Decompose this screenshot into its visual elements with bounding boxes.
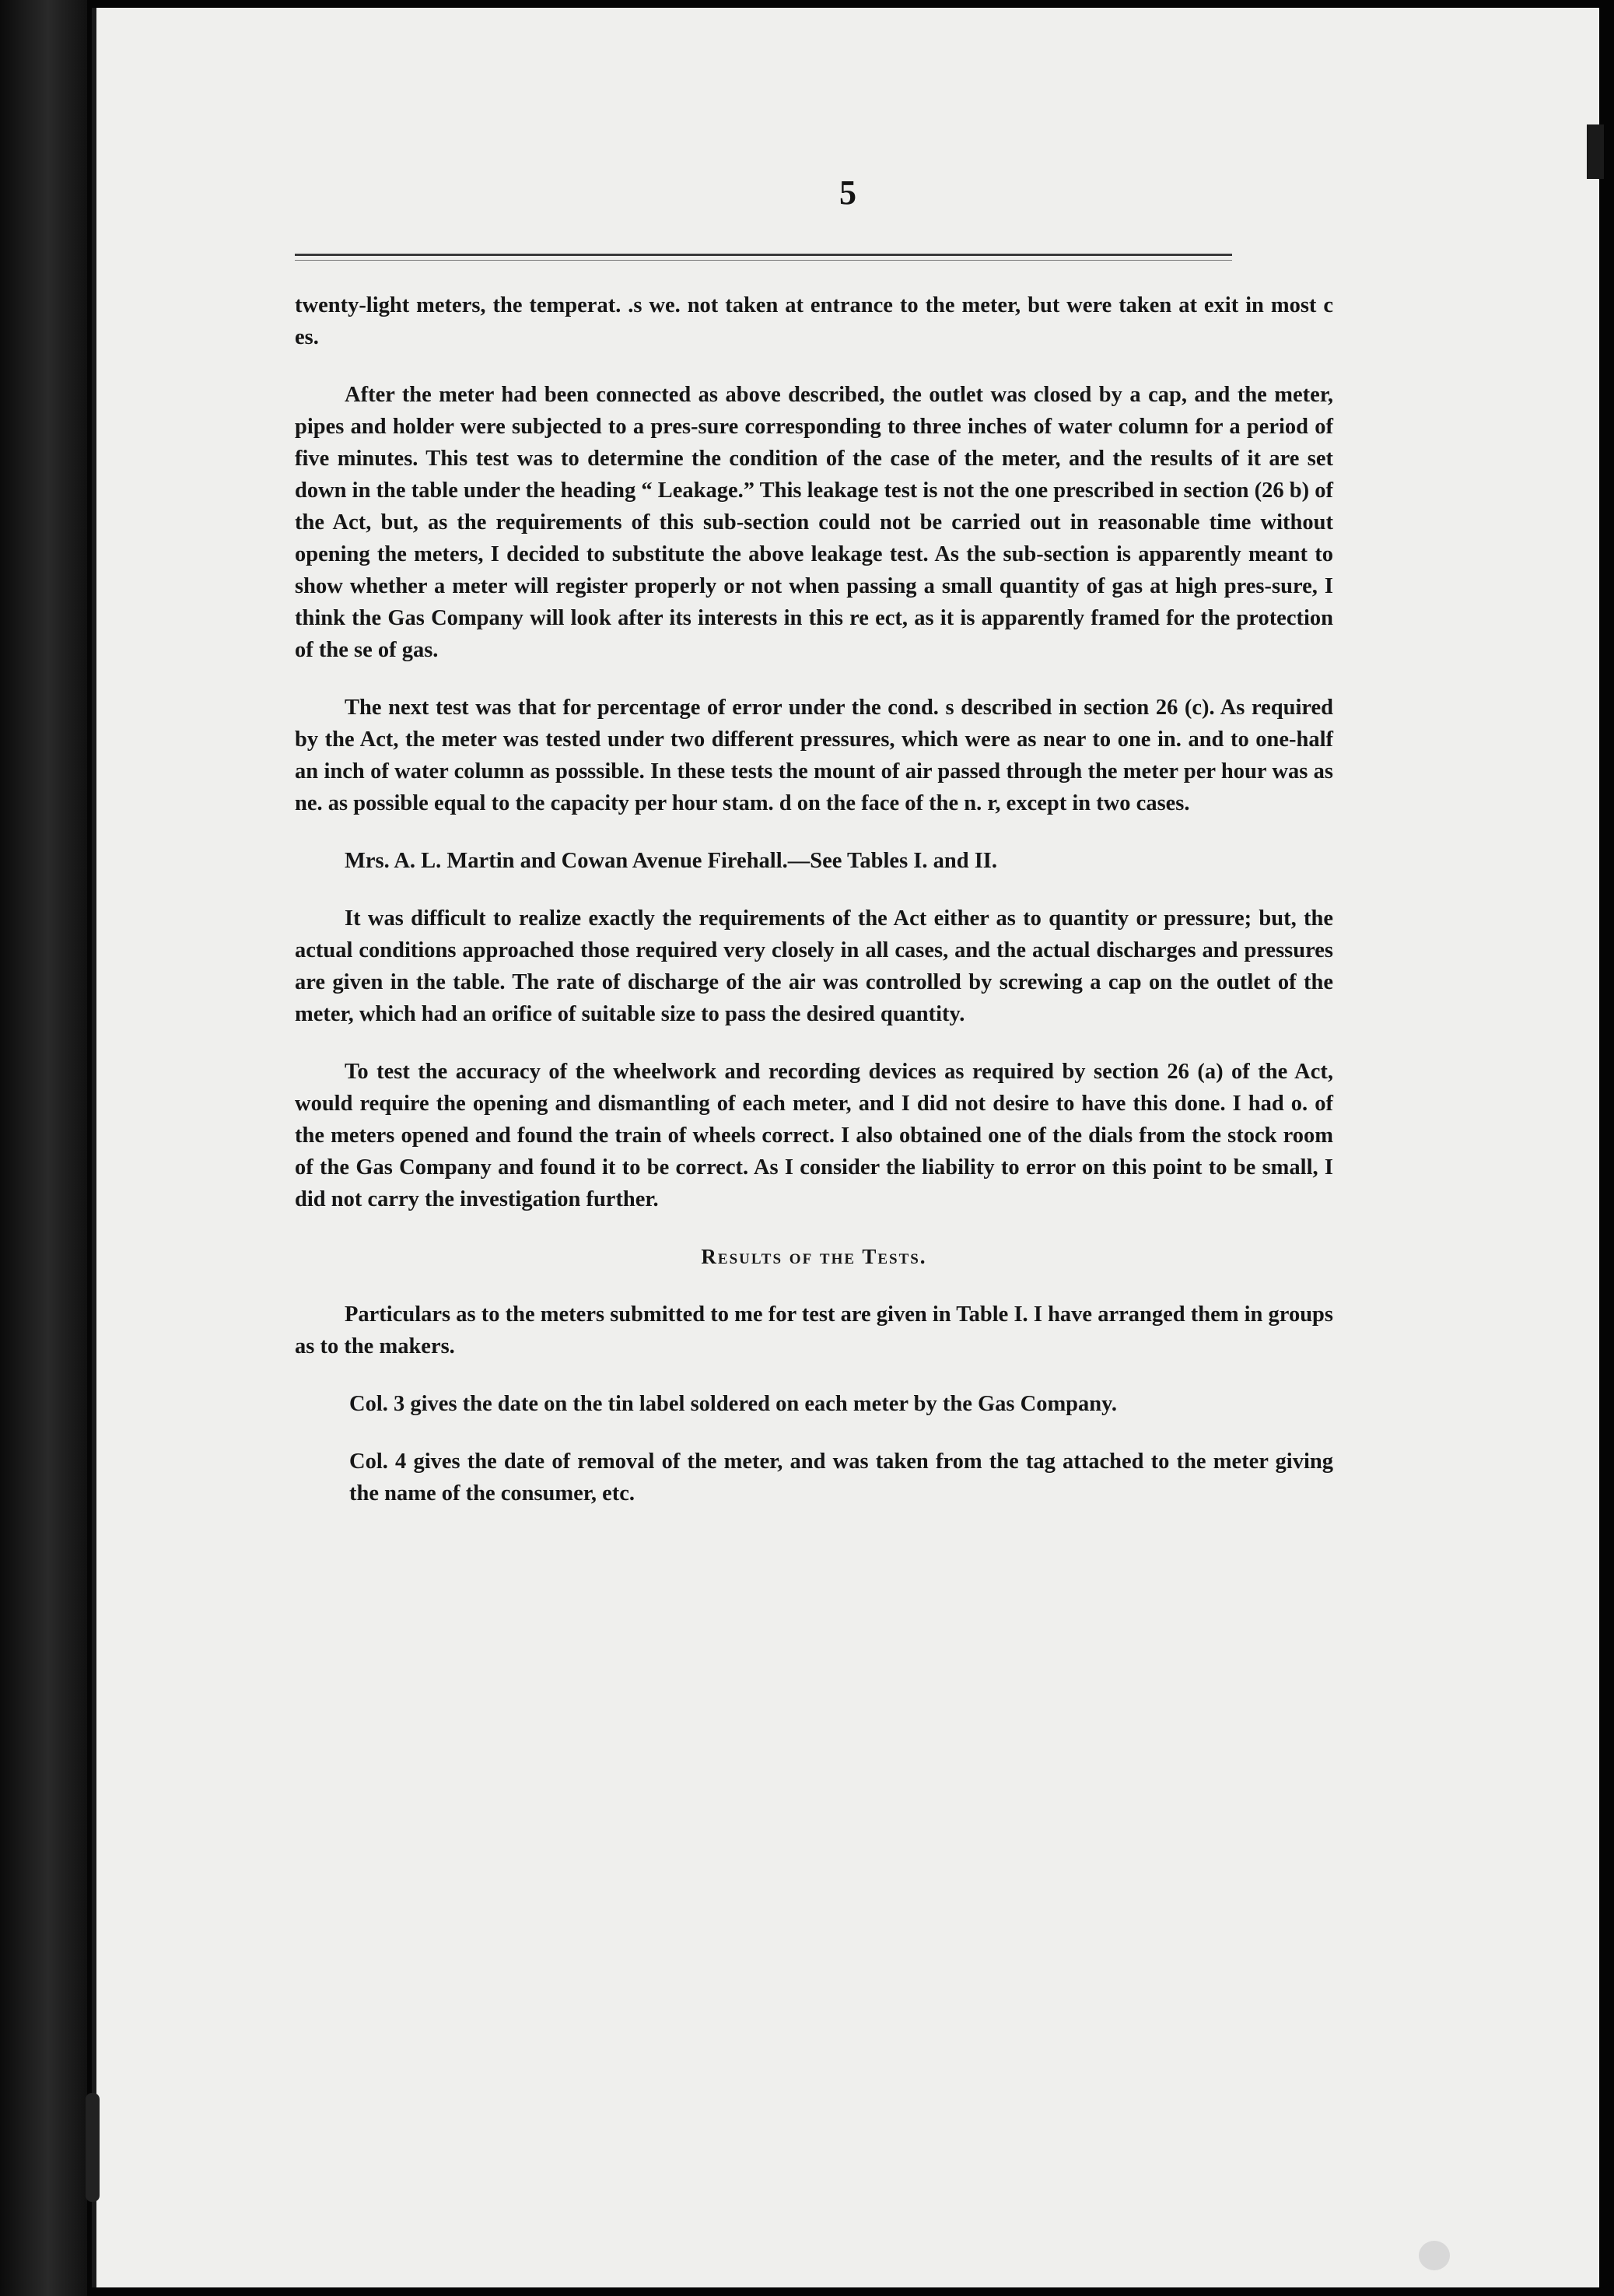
section-heading: Results of the Tests. bbox=[701, 1245, 927, 1268]
paragraph-martin-firehall: Mrs. A. L. Martin and Cowan Avenue Firehall.—See Tables I. and II. bbox=[345, 849, 998, 873]
header-rule-thin bbox=[295, 260, 1232, 261]
header-rule bbox=[295, 254, 1232, 256]
document-page bbox=[92, 8, 1599, 2287]
page-number: 5 bbox=[839, 174, 856, 212]
binding-mark bbox=[86, 2093, 100, 2202]
book-spine-shadow bbox=[0, 0, 87, 2296]
edge-mark bbox=[1587, 124, 1604, 179]
paragraph-requirements: It was difficult to realize exactly the requirements of the Act either as to quantity or pressure; but, the actual conditions approached those required very closely in all cases, and the actual discharges and pressures are given in the table. The rate of discharge of the air was controlled by screwing a cap on the outlet of the meter, which had an orifice of suitable size to pass the desired quantity. bbox=[295, 906, 1333, 1026]
paragraph-error-test: The next test was that for percentage of error under the cond. s described in section 26 (c). As required by the Act, the meter was tested under two different pressures, which were as near to one in. and to one-half an inch of water column as posssible. In these tests the mount of air passed through the meter per hour was as ne. as possible equal to the capacity per hour stam. d on the face of the n. r, except in two cases. bbox=[295, 696, 1333, 815]
col-item-3: Col. 3 gives the date on the tin label soldered on each meter by the Gas Company. bbox=[349, 1392, 1117, 1416]
paragraph-continuation: twenty-light meters, the temperat. .s we. not taken at entrance to the meter, but were taken at exit in most c es. bbox=[295, 293, 1333, 349]
paragraph-wheelwork: To test the accuracy of the wheelwork and recording devices as required by section 26 (a) of the Act, would require the opening and dismantling of each meter, and I did not desire to have this done. I had o. of the meters opened and found the train of wheels correct. I also obtained one of the dials from the stock room of the Gas Company and found it to be correct. As I consider the liability to error on this point to be small, I did not carry the investigation further. bbox=[295, 1060, 1333, 1211]
body-text bbox=[295, 289, 1333, 1535]
paragraph-leakage-test: After the meter had been connected as above described, the outlet was closed by a cap, and the meter, pipes and holder were subjected to a pres-sure corresponding to three inches of water column for a period of five minutes. This test was to determine the condition of the case of the meter, and the results of it are set down in the table under the heading “ Leakage.” This leakage test is not the one prescribed in section (26 b) of the Act, but, as the requirements of this sub-section could not be carried out in reasonable time without opening the meters, I decided to substitute the above leakage test. As the sub-section is apparently meant to show whether a meter will register properly or not when passing a small quantity of gas at high pres-sure, I think the Gas Company will look after its interests in this re ect, as it is apparently framed for the protection of the se of gas. bbox=[295, 383, 1333, 662]
scan-blemish bbox=[1419, 2241, 1450, 2270]
paragraph-particulars: Particulars as to the meters submitted to me for test are given in Table I. I have arranged them in groups as to the makers. bbox=[295, 1302, 1333, 1358]
col-item-4: Col. 4 gives the date of removal of the meter, and was taken from the tag attached to the meter giving the name of the consumer, etc. bbox=[349, 1449, 1333, 1506]
